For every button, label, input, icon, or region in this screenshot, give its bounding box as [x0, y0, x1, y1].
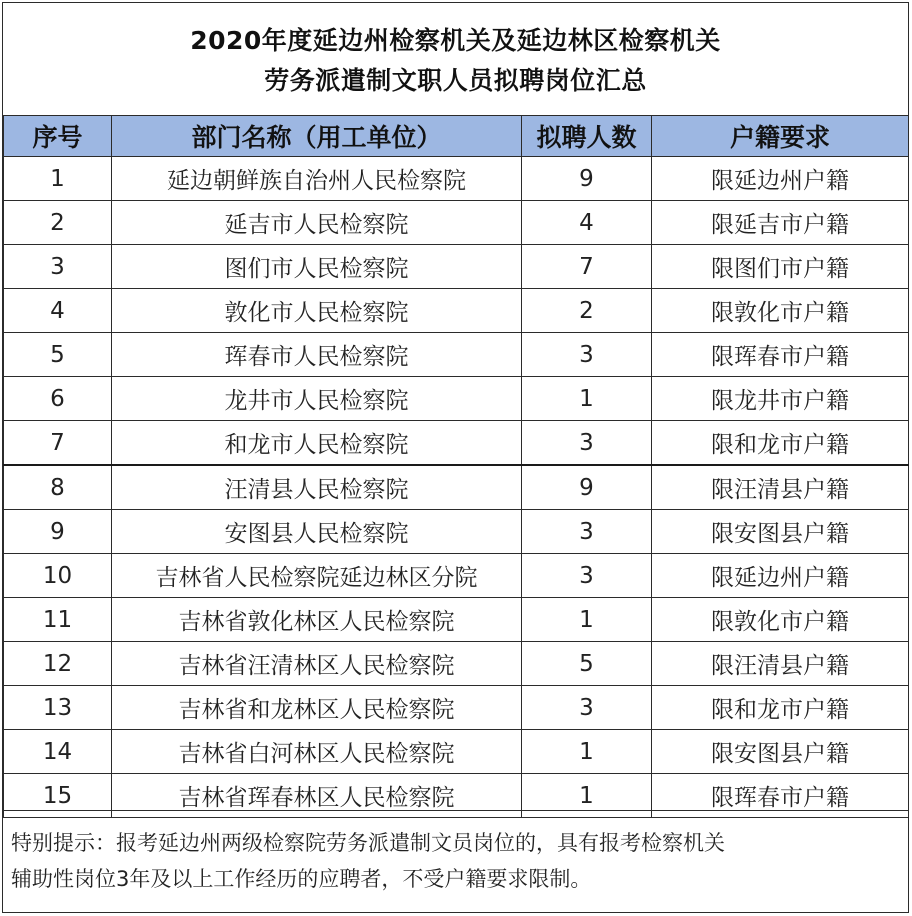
row-department: 汪清县人民检察院 [112, 465, 522, 510]
row-residency: 限和龙市户籍 [652, 421, 909, 466]
row-headcount: 9 [522, 465, 652, 510]
row-department: 珲春市人民检察院 [112, 333, 522, 377]
table-header-row [4, 116, 909, 157]
row-index: 1 [4, 157, 112, 201]
table-row [4, 598, 909, 642]
title-line-1: 2020年度延边州检察机关及延边林区检察机关 [190, 26, 721, 55]
row-residency: 限珲春市户籍 [652, 333, 909, 377]
row-headcount: 3 [522, 333, 652, 377]
row-headcount: 7 [522, 245, 652, 289]
row-headcount: 1 [522, 598, 652, 642]
row-index: 6 [4, 377, 112, 421]
table-row [4, 730, 909, 774]
table-row [4, 289, 909, 333]
row-headcount: 3 [522, 686, 652, 730]
row-index: 2 [4, 201, 112, 245]
row-headcount: 1 [522, 774, 652, 818]
table-row [4, 333, 909, 377]
row-residency: 限延边州户籍 [652, 554, 909, 598]
row-department: 延吉市人民检察院 [112, 201, 522, 245]
row-department: 吉林省汪清林区人民检察院 [112, 642, 522, 686]
row-index: 7 [4, 421, 112, 466]
table-row [4, 201, 909, 245]
title-block [3, 3, 908, 115]
table-row [4, 642, 909, 686]
positions-table [3, 115, 909, 818]
row-headcount: 3 [522, 421, 652, 466]
table-row [4, 686, 909, 730]
row-department: 吉林省珲春林区人民检察院 [112, 774, 522, 818]
row-headcount: 1 [522, 730, 652, 774]
row-index: 14 [4, 730, 112, 774]
row-headcount: 5 [522, 642, 652, 686]
row-department: 龙井市人民检察院 [112, 377, 522, 421]
row-residency: 限延边州户籍 [652, 157, 909, 201]
row-residency: 限安图县户籍 [652, 510, 909, 554]
special-notice [3, 810, 908, 912]
row-department: 吉林省人民检察院延边林区分院 [112, 554, 522, 598]
row-index: 15 [4, 774, 112, 818]
row-department: 安图县人民检察院 [112, 510, 522, 554]
row-index: 13 [4, 686, 112, 730]
title-line-2: 劳务派遣制文职人员拟聘岗位汇总 [264, 66, 647, 95]
row-index: 10 [4, 554, 112, 598]
row-residency: 限龙井市户籍 [652, 377, 909, 421]
row-residency: 限敦化市户籍 [652, 598, 909, 642]
row-index: 5 [4, 333, 112, 377]
row-residency: 限敦化市户籍 [652, 289, 909, 333]
table-row [4, 157, 909, 201]
table-row [4, 554, 909, 598]
table-row [4, 421, 909, 466]
row-index: 12 [4, 642, 112, 686]
notice-line-1: 特别提示：报考延边州两级检察院劳务派遣制文员岗位的，具有报考检察机关 [11, 831, 725, 855]
table-row [4, 377, 909, 421]
row-headcount: 2 [522, 289, 652, 333]
row-index: 11 [4, 598, 112, 642]
row-department: 和龙市人民检察院 [112, 421, 522, 466]
row-residency: 限汪清县户籍 [652, 465, 909, 510]
row-residency: 限延吉市户籍 [652, 201, 909, 245]
row-department: 图们市人民检察院 [112, 245, 522, 289]
row-department: 吉林省敦化林区人民检察院 [112, 598, 522, 642]
document-sheet [2, 2, 909, 913]
header-index: 序号 [4, 116, 112, 157]
header-residency: 户籍要求 [652, 116, 909, 157]
row-index: 4 [4, 289, 112, 333]
row-headcount: 9 [522, 157, 652, 201]
row-headcount: 1 [522, 377, 652, 421]
table-row [4, 245, 909, 289]
row-headcount: 4 [522, 201, 652, 245]
header-headcount: 拟聘人数 [522, 116, 652, 157]
row-index: 3 [4, 245, 112, 289]
row-index: 8 [4, 465, 112, 510]
row-department: 吉林省白河林区人民检察院 [112, 730, 522, 774]
row-residency: 限珲春市户籍 [652, 774, 909, 818]
table-row [4, 465, 909, 510]
table-row [4, 510, 909, 554]
row-headcount: 3 [522, 554, 652, 598]
row-residency: 限安图县户籍 [652, 730, 909, 774]
row-department: 敦化市人民检察院 [112, 289, 522, 333]
row-headcount: 3 [522, 510, 652, 554]
row-department: 延边朝鲜族自治州人民检察院 [112, 157, 522, 201]
row-residency: 限图们市户籍 [652, 245, 909, 289]
row-department: 吉林省和龙林区人民检察院 [112, 686, 522, 730]
notice-line-2: 辅助性岗位3年及以上工作经历的应聘者，不受户籍要求限制。 [11, 867, 592, 891]
row-index: 9 [4, 510, 112, 554]
row-residency: 限汪清县户籍 [652, 642, 909, 686]
row-residency: 限和龙市户籍 [652, 686, 909, 730]
header-department: 部门名称（用工单位） [112, 116, 522, 157]
